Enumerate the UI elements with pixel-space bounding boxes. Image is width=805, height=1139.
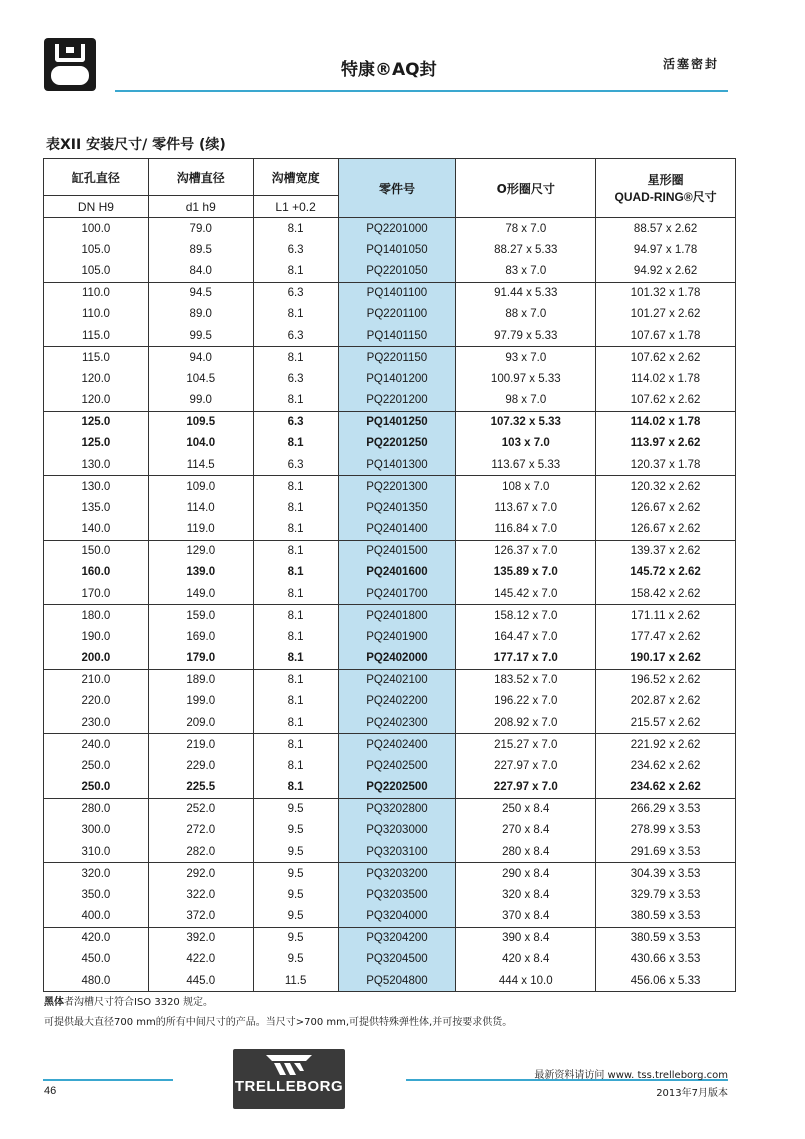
cell-part-number: PQ2201100 bbox=[338, 304, 456, 326]
cell-part-number: PQ1401200 bbox=[338, 368, 456, 390]
cell-oring-size: 320 x 8.4 bbox=[456, 884, 596, 906]
cell-quadring-size: 107.67 x 1.78 bbox=[596, 325, 736, 347]
quadring-header-line1: 星形圈 bbox=[647, 173, 684, 187]
cell-part-number: PQ2401700 bbox=[338, 583, 456, 605]
cell-groove-diameter: 119.0 bbox=[148, 519, 253, 541]
cell-bore-diameter: 130.0 bbox=[44, 454, 149, 476]
cell-groove-diameter: 94.0 bbox=[148, 347, 253, 369]
table-row bbox=[44, 562, 736, 584]
cell-quadring-size: 380.59 x 3.53 bbox=[596, 906, 736, 928]
cell-bore-diameter: 200.0 bbox=[44, 648, 149, 670]
cell-oring-size: 250 x 8.4 bbox=[456, 798, 596, 820]
table-row bbox=[44, 476, 736, 498]
table-row bbox=[44, 906, 736, 928]
table-row bbox=[44, 648, 736, 670]
cell-quadring-size: 456.06 x 5.33 bbox=[596, 970, 736, 992]
cell-part-number: PQ2201250 bbox=[338, 433, 456, 455]
cell-bore-diameter: 400.0 bbox=[44, 906, 149, 928]
table-row bbox=[44, 583, 736, 605]
cell-groove-diameter: 209.0 bbox=[148, 712, 253, 734]
cell-quadring-size: 196.52 x 2.62 bbox=[596, 669, 736, 691]
cell-bore-diameter: 210.0 bbox=[44, 669, 149, 691]
section-label: 活塞密封 bbox=[663, 57, 720, 71]
cell-part-number: PQ1401300 bbox=[338, 454, 456, 476]
company-logo-icon bbox=[44, 38, 96, 91]
cell-part-number: PQ2201200 bbox=[338, 390, 456, 412]
cell-groove-diameter: 109.5 bbox=[148, 411, 253, 433]
cell-bore-diameter: 135.0 bbox=[44, 497, 149, 519]
cell-groove-diameter: 79.0 bbox=[148, 218, 253, 240]
cell-groove-width: 8.1 bbox=[253, 605, 338, 627]
cell-oring-size: 103 x 7.0 bbox=[456, 433, 596, 455]
cell-groove-diameter: 84.0 bbox=[148, 261, 253, 283]
cell-part-number: PQ2401600 bbox=[338, 562, 456, 584]
cell-groove-width: 6.3 bbox=[253, 454, 338, 476]
table-row bbox=[44, 497, 736, 519]
cell-quadring-size: 202.87 x 2.62 bbox=[596, 691, 736, 713]
cell-groove-width: 8.1 bbox=[253, 583, 338, 605]
cell-groove-width: 8.1 bbox=[253, 476, 338, 498]
cell-groove-diameter: 99.0 bbox=[148, 390, 253, 412]
cell-groove-diameter: 104.0 bbox=[148, 433, 253, 455]
cell-oring-size: 88 x 7.0 bbox=[456, 304, 596, 326]
cell-groove-width: 9.5 bbox=[253, 798, 338, 820]
cell-groove-diameter: 139.0 bbox=[148, 562, 253, 584]
cell-quadring-size: 234.62 x 2.62 bbox=[596, 755, 736, 777]
header-divider bbox=[115, 90, 728, 92]
cell-part-number: PQ3204200 bbox=[338, 927, 456, 949]
table-row bbox=[44, 304, 736, 326]
col-subheader-width: L1 +0.2 bbox=[253, 196, 338, 218]
cell-groove-width: 11.5 bbox=[253, 970, 338, 992]
cell-quadring-size: 88.57 x 2.62 bbox=[596, 218, 736, 240]
cell-oring-size: 91.44 x 5.33 bbox=[456, 282, 596, 304]
cell-groove-diameter: 99.5 bbox=[148, 325, 253, 347]
table-row bbox=[44, 691, 736, 713]
cell-quadring-size: 234.62 x 2.62 bbox=[596, 777, 736, 799]
cell-groove-diameter: 229.0 bbox=[148, 755, 253, 777]
table-row bbox=[44, 540, 736, 562]
col-subheader-groove: d1 h9 bbox=[148, 196, 253, 218]
table-row bbox=[44, 368, 736, 390]
cell-part-number: PQ3203100 bbox=[338, 841, 456, 863]
cell-bore-diameter: 110.0 bbox=[44, 304, 149, 326]
cell-part-number: PQ2201300 bbox=[338, 476, 456, 498]
footer-divider-left bbox=[43, 1079, 173, 1081]
table-row bbox=[44, 347, 736, 369]
cell-groove-width: 8.1 bbox=[253, 497, 338, 519]
cell-part-number: PQ5204800 bbox=[338, 970, 456, 992]
cell-oring-size: 227.97 x 7.0 bbox=[456, 777, 596, 799]
cell-part-number: PQ2402500 bbox=[338, 755, 456, 777]
cell-bore-diameter: 160.0 bbox=[44, 562, 149, 584]
cell-groove-width: 8.1 bbox=[253, 261, 338, 283]
cell-groove-diameter: 422.0 bbox=[148, 949, 253, 971]
cell-bore-diameter: 450.0 bbox=[44, 949, 149, 971]
cell-groove-diameter: 252.0 bbox=[148, 798, 253, 820]
cell-oring-size: 113.67 x 7.0 bbox=[456, 497, 596, 519]
cell-quadring-size: 114.02 x 1.78 bbox=[596, 368, 736, 390]
cell-groove-diameter: 372.0 bbox=[148, 906, 253, 928]
cell-oring-size: 116.84 x 7.0 bbox=[456, 519, 596, 541]
cell-bore-diameter: 105.0 bbox=[44, 239, 149, 261]
col-header-part-number: 零件号 bbox=[338, 159, 456, 218]
cell-groove-width: 8.1 bbox=[253, 390, 338, 412]
cell-quadring-size: 215.57 x 2.62 bbox=[596, 712, 736, 734]
cell-oring-size: 370 x 8.4 bbox=[456, 906, 596, 928]
cell-bore-diameter: 110.0 bbox=[44, 282, 149, 304]
cell-part-number: PQ2401400 bbox=[338, 519, 456, 541]
cell-groove-width: 6.3 bbox=[253, 282, 338, 304]
cell-oring-size: 208.92 x 7.0 bbox=[456, 712, 596, 734]
cell-oring-size: 113.67 x 5.33 bbox=[456, 454, 596, 476]
table-row bbox=[44, 325, 736, 347]
cell-quadring-size: 94.97 x 1.78 bbox=[596, 239, 736, 261]
cell-oring-size: 164.47 x 7.0 bbox=[456, 626, 596, 648]
quadring-header-line2: QUAD-RING®尺寸 bbox=[614, 190, 717, 204]
website-link[interactable]: 最新资料请访问 www. tss.trelleborg.com bbox=[534, 1070, 728, 1081]
cell-quadring-size: 329.79 x 3.53 bbox=[596, 884, 736, 906]
cell-part-number: PQ2201150 bbox=[338, 347, 456, 369]
table-row bbox=[44, 734, 736, 756]
table-row bbox=[44, 970, 736, 992]
cell-bore-diameter: 220.0 bbox=[44, 691, 149, 713]
footnote-bold-standard: 黑体者沟槽尺寸符合ISO 3320 规定。 bbox=[44, 997, 213, 1008]
cell-quadring-size: 145.72 x 2.62 bbox=[596, 562, 736, 584]
cell-bore-diameter: 250.0 bbox=[44, 755, 149, 777]
cell-oring-size: 196.22 x 7.0 bbox=[456, 691, 596, 713]
cell-part-number: PQ3204000 bbox=[338, 906, 456, 928]
cell-oring-size: 78 x 7.0 bbox=[456, 218, 596, 240]
cell-groove-width: 9.5 bbox=[253, 863, 338, 885]
cell-bore-diameter: 100.0 bbox=[44, 218, 149, 240]
cell-part-number: PQ1401100 bbox=[338, 282, 456, 304]
cell-bore-diameter: 230.0 bbox=[44, 712, 149, 734]
cell-bore-diameter: 115.0 bbox=[44, 347, 149, 369]
col-subheader-bore: DN H9 bbox=[44, 196, 149, 218]
cell-oring-size: 107.32 x 5.33 bbox=[456, 411, 596, 433]
cell-groove-width: 9.5 bbox=[253, 906, 338, 928]
cell-groove-diameter: 272.0 bbox=[148, 820, 253, 842]
cell-quadring-size: 158.42 x 2.62 bbox=[596, 583, 736, 605]
table-row bbox=[44, 820, 736, 842]
cell-part-number: PQ2402300 bbox=[338, 712, 456, 734]
cell-bore-diameter: 150.0 bbox=[44, 540, 149, 562]
cell-part-number: PQ2401350 bbox=[338, 497, 456, 519]
cell-quadring-size: 190.17 x 2.62 bbox=[596, 648, 736, 670]
cell-groove-diameter: 199.0 bbox=[148, 691, 253, 713]
cell-groove-width: 9.5 bbox=[253, 927, 338, 949]
cell-groove-width: 6.3 bbox=[253, 239, 338, 261]
cell-oring-size: 126.37 x 7.0 bbox=[456, 540, 596, 562]
cell-oring-size: 177.17 x 7.0 bbox=[456, 648, 596, 670]
table-row bbox=[44, 390, 736, 412]
cell-quadring-size: 380.59 x 3.53 bbox=[596, 927, 736, 949]
table-row bbox=[44, 239, 736, 261]
cell-part-number: PQ3203000 bbox=[338, 820, 456, 842]
cell-bore-diameter: 120.0 bbox=[44, 368, 149, 390]
cell-bore-diameter: 125.0 bbox=[44, 433, 149, 455]
cell-groove-width: 8.1 bbox=[253, 648, 338, 670]
cell-quadring-size: 430.66 x 3.53 bbox=[596, 949, 736, 971]
cell-bore-diameter: 310.0 bbox=[44, 841, 149, 863]
cell-quadring-size: 266.29 x 3.53 bbox=[596, 798, 736, 820]
cell-oring-size: 83 x 7.0 bbox=[456, 261, 596, 283]
cell-groove-width: 8.1 bbox=[253, 712, 338, 734]
cell-bore-diameter: 250.0 bbox=[44, 777, 149, 799]
cell-quadring-size: 120.32 x 2.62 bbox=[596, 476, 736, 498]
table-row bbox=[44, 626, 736, 648]
cell-bore-diameter: 140.0 bbox=[44, 519, 149, 541]
cell-groove-width: 9.5 bbox=[253, 820, 338, 842]
cell-bore-diameter: 190.0 bbox=[44, 626, 149, 648]
cell-groove-diameter: 89.5 bbox=[148, 239, 253, 261]
cell-groove-width: 6.3 bbox=[253, 368, 338, 390]
cell-oring-size: 290 x 8.4 bbox=[456, 863, 596, 885]
table-row bbox=[44, 863, 736, 885]
cell-part-number: PQ3202800 bbox=[338, 798, 456, 820]
cell-oring-size: 183.52 x 7.0 bbox=[456, 669, 596, 691]
cell-bore-diameter: 280.0 bbox=[44, 798, 149, 820]
cell-part-number: PQ2201050 bbox=[338, 261, 456, 283]
cell-bore-diameter: 240.0 bbox=[44, 734, 149, 756]
cell-groove-width: 6.3 bbox=[253, 411, 338, 433]
cell-groove-diameter: 445.0 bbox=[148, 970, 253, 992]
table-row bbox=[44, 841, 736, 863]
col-header-groove-diameter: 沟槽直径 bbox=[148, 159, 253, 196]
cell-groove-width: 8.1 bbox=[253, 562, 338, 584]
cell-groove-width: 8.1 bbox=[253, 519, 338, 541]
cell-oring-size: 227.97 x 7.0 bbox=[456, 755, 596, 777]
cell-oring-size: 158.12 x 7.0 bbox=[456, 605, 596, 627]
cell-oring-size: 420 x 8.4 bbox=[456, 949, 596, 971]
cell-oring-size: 270 x 8.4 bbox=[456, 820, 596, 842]
cell-oring-size: 135.89 x 7.0 bbox=[456, 562, 596, 584]
cell-part-number: PQ3203200 bbox=[338, 863, 456, 885]
cell-groove-width: 8.1 bbox=[253, 626, 338, 648]
cell-groove-width: 8.1 bbox=[253, 218, 338, 240]
cell-groove-diameter: 282.0 bbox=[148, 841, 253, 863]
table-row bbox=[44, 433, 736, 455]
cell-bore-diameter: 120.0 bbox=[44, 390, 149, 412]
cell-bore-diameter: 300.0 bbox=[44, 820, 149, 842]
cell-quadring-size: 120.37 x 1.78 bbox=[596, 454, 736, 476]
cell-oring-size: 97.79 x 5.33 bbox=[456, 325, 596, 347]
cell-quadring-size: 101.32 x 1.78 bbox=[596, 282, 736, 304]
cell-groove-diameter: 179.0 bbox=[148, 648, 253, 670]
cell-part-number: PQ2401800 bbox=[338, 605, 456, 627]
page-title: 特康®AQ封 bbox=[341, 60, 437, 80]
cell-quadring-size: 126.67 x 2.62 bbox=[596, 497, 736, 519]
table-row bbox=[44, 927, 736, 949]
cell-quadring-size: 177.47 x 2.62 bbox=[596, 626, 736, 648]
cell-bore-diameter: 420.0 bbox=[44, 927, 149, 949]
table-body bbox=[44, 218, 736, 992]
cell-part-number: PQ2201000 bbox=[338, 218, 456, 240]
cell-groove-diameter: 129.0 bbox=[148, 540, 253, 562]
table-row bbox=[44, 218, 736, 240]
table-row bbox=[44, 261, 736, 283]
table-row bbox=[44, 282, 736, 304]
cell-bore-diameter: 480.0 bbox=[44, 970, 149, 992]
cell-groove-width: 8.1 bbox=[253, 691, 338, 713]
table-row bbox=[44, 777, 736, 799]
cell-quadring-size: 139.37 x 2.62 bbox=[596, 540, 736, 562]
page-number: 46 bbox=[44, 1085, 57, 1097]
cell-bore-diameter: 115.0 bbox=[44, 325, 149, 347]
cell-part-number: PQ3203500 bbox=[338, 884, 456, 906]
cell-bore-diameter: 320.0 bbox=[44, 863, 149, 885]
cell-groove-diameter: 392.0 bbox=[148, 927, 253, 949]
cell-groove-width: 8.1 bbox=[253, 347, 338, 369]
table-row bbox=[44, 884, 736, 906]
brand-name: TRELLEBORG bbox=[234, 1078, 344, 1095]
cell-quadring-size: 113.97 x 2.62 bbox=[596, 433, 736, 455]
cell-bore-diameter: 170.0 bbox=[44, 583, 149, 605]
col-header-bore-diameter: 缸孔直径 bbox=[44, 159, 149, 196]
table-row bbox=[44, 712, 736, 734]
cell-oring-size: 93 x 7.0 bbox=[456, 347, 596, 369]
cell-groove-width: 9.5 bbox=[253, 949, 338, 971]
cell-oring-size: 100.97 x 5.33 bbox=[456, 368, 596, 390]
cell-quadring-size: 94.92 x 2.62 bbox=[596, 261, 736, 283]
cell-part-number: PQ1401050 bbox=[338, 239, 456, 261]
cell-oring-size: 108 x 7.0 bbox=[456, 476, 596, 498]
cell-part-number: PQ2402100 bbox=[338, 669, 456, 691]
cell-groove-width: 9.5 bbox=[253, 841, 338, 863]
cell-groove-diameter: 114.5 bbox=[148, 454, 253, 476]
cell-oring-size: 215.27 x 7.0 bbox=[456, 734, 596, 756]
cell-bore-diameter: 125.0 bbox=[44, 411, 149, 433]
cell-part-number: PQ2401900 bbox=[338, 626, 456, 648]
cell-groove-diameter: 189.0 bbox=[148, 669, 253, 691]
cell-groove-diameter: 225.5 bbox=[148, 777, 253, 799]
cell-oring-size: 444 x 10.0 bbox=[456, 970, 596, 992]
cell-part-number: PQ2402200 bbox=[338, 691, 456, 713]
col-header-quadring-size bbox=[596, 159, 736, 218]
table-title: 表XII 安装尺寸/ 零件号 (续) bbox=[46, 137, 226, 153]
table-row bbox=[44, 411, 736, 433]
cell-groove-diameter: 149.0 bbox=[148, 583, 253, 605]
cell-oring-size: 88.27 x 5.33 bbox=[456, 239, 596, 261]
cell-groove-diameter: 219.0 bbox=[148, 734, 253, 756]
cell-quadring-size: 101.27 x 2.62 bbox=[596, 304, 736, 326]
dimensions-table bbox=[43, 158, 736, 992]
cell-quadring-size: 304.39 x 3.53 bbox=[596, 863, 736, 885]
cell-oring-size: 98 x 7.0 bbox=[456, 390, 596, 412]
cell-groove-diameter: 104.5 bbox=[148, 368, 253, 390]
cell-groove-diameter: 322.0 bbox=[148, 884, 253, 906]
edition-date: 2013年7月版本 bbox=[656, 1088, 728, 1099]
cell-part-number: PQ3204500 bbox=[338, 949, 456, 971]
cell-quadring-size: 171.11 x 2.62 bbox=[596, 605, 736, 627]
table-row bbox=[44, 949, 736, 971]
cell-part-number: PQ2402400 bbox=[338, 734, 456, 756]
cell-quadring-size: 291.69 x 3.53 bbox=[596, 841, 736, 863]
cell-quadring-size: 221.92 x 2.62 bbox=[596, 734, 736, 756]
table-row bbox=[44, 605, 736, 627]
cell-groove-diameter: 89.0 bbox=[148, 304, 253, 326]
col-header-oring-size: O形圈尺寸 bbox=[456, 159, 596, 218]
cell-groove-diameter: 114.0 bbox=[148, 497, 253, 519]
cell-groove-diameter: 109.0 bbox=[148, 476, 253, 498]
cell-groove-width: 8.1 bbox=[253, 433, 338, 455]
cell-groove-width: 8.1 bbox=[253, 669, 338, 691]
col-header-groove-width: 沟槽宽度 bbox=[253, 159, 338, 196]
cell-quadring-size: 278.99 x 3.53 bbox=[596, 820, 736, 842]
cell-part-number: PQ1401250 bbox=[338, 411, 456, 433]
cell-part-number: PQ1401150 bbox=[338, 325, 456, 347]
cell-groove-width: 9.5 bbox=[253, 884, 338, 906]
cell-groove-diameter: 94.5 bbox=[148, 282, 253, 304]
footnote-size-availability: 可提供最大直径700 mm的所有中间尺寸的产品。当尺寸>700 mm,可提供特殊弹性体,并可按要求供货。 bbox=[44, 1017, 513, 1028]
cell-quadring-size: 114.02 x 1.78 bbox=[596, 411, 736, 433]
table-row bbox=[44, 669, 736, 691]
cell-groove-width: 8.1 bbox=[253, 304, 338, 326]
cell-part-number: PQ2402000 bbox=[338, 648, 456, 670]
cell-oring-size: 390 x 8.4 bbox=[456, 927, 596, 949]
cell-groove-diameter: 292.0 bbox=[148, 863, 253, 885]
cell-quadring-size: 107.62 x 2.62 bbox=[596, 347, 736, 369]
cell-groove-width: 8.1 bbox=[253, 540, 338, 562]
cell-oring-size: 145.42 x 7.0 bbox=[456, 583, 596, 605]
cell-bore-diameter: 180.0 bbox=[44, 605, 149, 627]
cell-part-number: PQ2202500 bbox=[338, 777, 456, 799]
table-row bbox=[44, 519, 736, 541]
cell-bore-diameter: 130.0 bbox=[44, 476, 149, 498]
table-row bbox=[44, 454, 736, 476]
cell-part-number: PQ2401500 bbox=[338, 540, 456, 562]
cell-quadring-size: 107.62 x 2.62 bbox=[596, 390, 736, 412]
cell-groove-width: 6.3 bbox=[253, 325, 338, 347]
cell-quadring-size: 126.67 x 2.62 bbox=[596, 519, 736, 541]
cell-oring-size: 280 x 8.4 bbox=[456, 841, 596, 863]
cell-bore-diameter: 105.0 bbox=[44, 261, 149, 283]
cell-groove-diameter: 159.0 bbox=[148, 605, 253, 627]
table-row bbox=[44, 755, 736, 777]
trelleborg-mark-icon bbox=[266, 1055, 312, 1075]
cell-groove-width: 8.1 bbox=[253, 734, 338, 756]
cell-bore-diameter: 350.0 bbox=[44, 884, 149, 906]
cell-groove-width: 8.1 bbox=[253, 777, 338, 799]
cell-groove-diameter: 169.0 bbox=[148, 626, 253, 648]
cell-groove-width: 8.1 bbox=[253, 755, 338, 777]
table-row bbox=[44, 798, 736, 820]
